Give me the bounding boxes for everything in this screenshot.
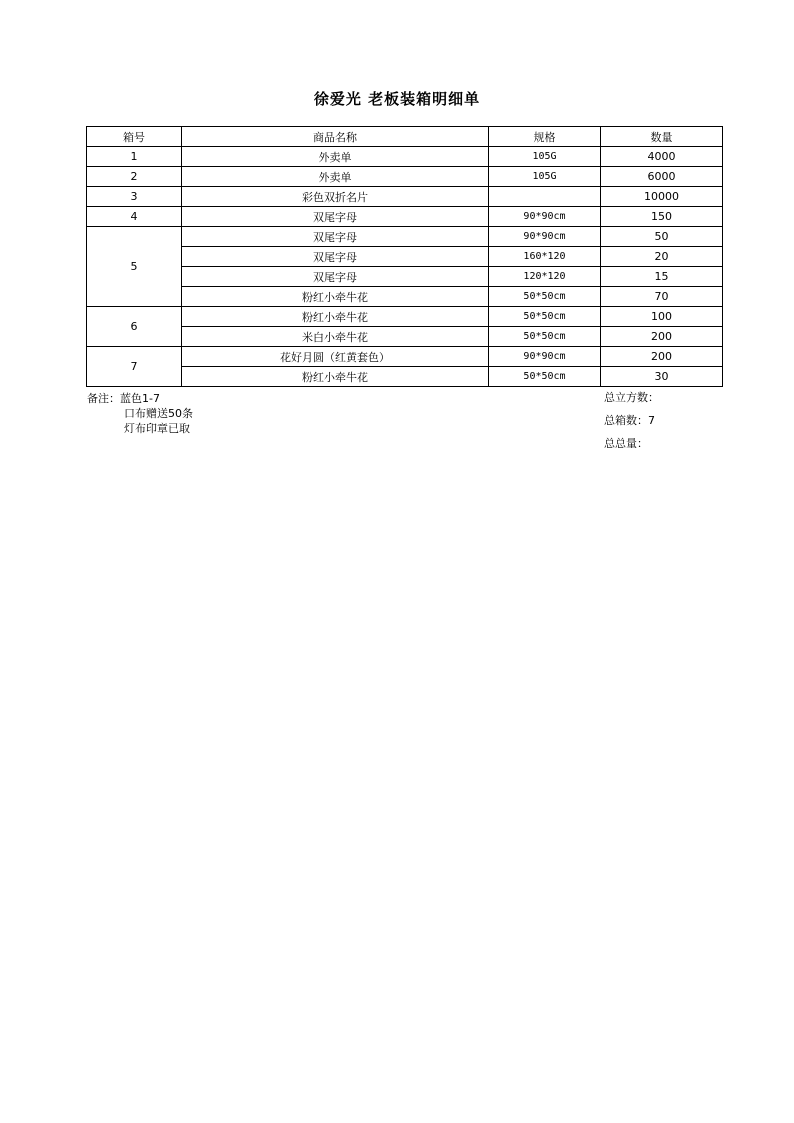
box-no-cell: 1	[87, 147, 182, 167]
document-title: 徐爱光 老板装箱明细单	[313, 90, 481, 108]
remarks-text: 蓝色1-7	[120, 392, 160, 405]
table-header-row	[87, 127, 723, 147]
quantity-cell: 100	[601, 307, 723, 327]
packing-list-table	[86, 126, 723, 387]
product-name-cell: 粉红小牵牛花	[182, 287, 489, 307]
remarks-label: 备注：	[87, 392, 120, 405]
quantity-cell: 150	[601, 207, 723, 227]
box-no-cell: 3	[87, 187, 182, 207]
quantity-cell: 20	[601, 247, 723, 267]
header-quantity: 数量	[601, 127, 723, 147]
spec-cell: 105G	[489, 167, 601, 187]
quantity-cell: 70	[601, 287, 723, 307]
total-boxes-row	[604, 413, 659, 436]
box-no-cell: 7	[87, 347, 182, 387]
table-row	[87, 347, 723, 367]
product-name-cell: 花好月圆（红黄套色）	[182, 347, 489, 367]
spec-cell: 90*90cm	[489, 207, 601, 227]
spec-cell: 105G	[489, 147, 601, 167]
table-row	[87, 307, 723, 327]
quantity-cell: 30	[601, 367, 723, 387]
table-row	[87, 367, 723, 387]
table-row	[87, 327, 723, 347]
product-name-cell: 双尾字母	[182, 227, 489, 247]
product-name-cell: 双尾字母	[182, 207, 489, 227]
box-no-cell: 6	[87, 307, 182, 347]
product-name-cell: 双尾字母	[182, 267, 489, 287]
table-row	[87, 247, 723, 267]
quantity-cell: 6000	[601, 167, 723, 187]
box-no-cell: 4	[87, 207, 182, 227]
remarks-block	[87, 391, 193, 436]
quantity-cell: 50	[601, 227, 723, 247]
spec-cell: 50*50cm	[489, 307, 601, 327]
table-row	[87, 207, 723, 227]
quantity-cell: 4000	[601, 147, 723, 167]
product-name-cell: 粉红小牵牛花	[182, 367, 489, 387]
spec-cell	[489, 187, 601, 207]
total-weight-row	[604, 436, 659, 459]
quantity-cell: 200	[601, 327, 723, 347]
spec-cell: 90*90cm	[489, 347, 601, 367]
product-name-cell: 双尾字母	[182, 247, 489, 267]
quantity-cell: 10000	[601, 187, 723, 207]
table-row	[87, 187, 723, 207]
spec-cell: 90*90cm	[489, 227, 601, 247]
header-box-no: 箱号	[87, 127, 182, 147]
remarks-line-1	[87, 391, 193, 406]
table-row	[87, 167, 723, 187]
total-weight-label: 总总量：	[604, 437, 648, 450]
quantity-cell: 200	[601, 347, 723, 367]
product-name-cell: 外卖单	[182, 167, 489, 187]
spec-cell: 50*50cm	[489, 287, 601, 307]
table-row	[87, 287, 723, 307]
header-product-name: 商品名称	[182, 127, 489, 147]
spec-cell: 50*50cm	[489, 327, 601, 347]
table-row	[87, 267, 723, 287]
spec-cell: 120*120	[489, 267, 601, 287]
header-spec: 规格	[489, 127, 601, 147]
total-volume-label: 总立方数：	[604, 391, 659, 404]
table-row	[87, 227, 723, 247]
remarks-line-2: 口布赠送50条	[124, 407, 193, 420]
total-volume-row	[604, 390, 659, 413]
product-name-cell: 粉红小牵牛花	[182, 307, 489, 327]
total-boxes-value: 7	[648, 414, 655, 427]
quantity-cell: 15	[601, 267, 723, 287]
spec-cell: 50*50cm	[489, 367, 601, 387]
box-no-cell: 2	[87, 167, 182, 187]
remarks-line-3: 灯布印章已取	[124, 422, 190, 435]
product-name-cell: 米白小牵牛花	[182, 327, 489, 347]
product-name-cell: 外卖单	[182, 147, 489, 167]
total-boxes-label: 总箱数：	[604, 414, 648, 427]
box-no-cell: 5	[87, 227, 182, 307]
summary-block	[604, 390, 659, 459]
table-row	[87, 147, 723, 167]
spec-cell: 160*120	[489, 247, 601, 267]
product-name-cell: 彩色双折名片	[182, 187, 489, 207]
